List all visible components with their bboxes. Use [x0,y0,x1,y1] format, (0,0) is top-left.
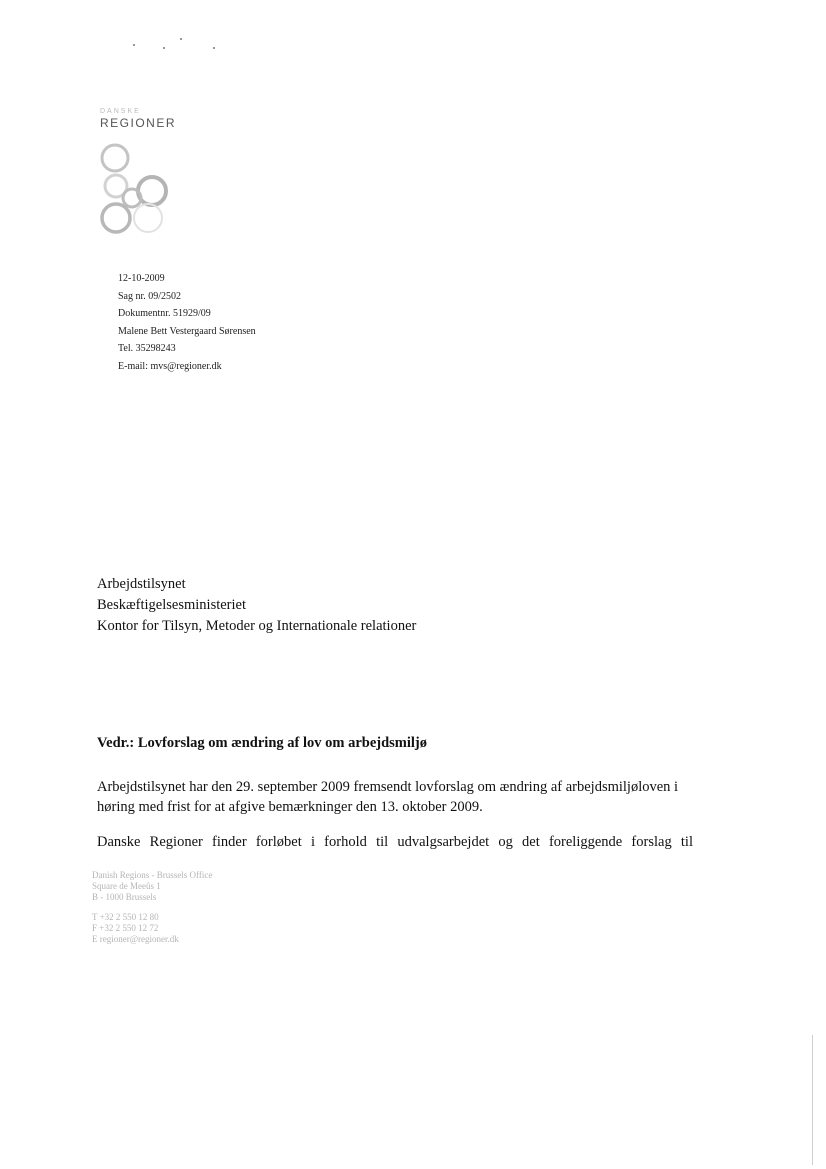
letter-date: 12-10-2009 [118,273,165,284]
case-number: Sag nr. 09/2502 [118,290,182,302]
danske-regioner-logo [100,108,180,130]
recipient-line: Kontor for Tilsyn, Metoder og Internationale relationer [97,618,417,634]
footer-email: E regioner@regioner.dk [92,934,179,945]
letter-subject: Vedr.: Lovforslag om ændring af lov om arbejdsmiljø [97,735,428,751]
recipient-line: Beskæftigelsesministeriet [97,597,247,613]
letter-meta [118,270,256,376]
scan-edge-line [812,1035,813,1165]
body-paragraph: Arbejdstilsynet har den 29. september 2009 fremsendt lovforslag om ændring af arbejdsmiljøloven i høring med frist for at afgive bemærkninger den 13. oktober 2009. [97,779,679,815]
logo-name: REGIONER [100,116,177,130]
footer-street: Square de Meeûs 1 [92,881,161,892]
recipient-line: Arbejdstilsynet [97,576,186,592]
scan-speck [213,47,215,49]
footer-city: B - 1000 Brussels [92,892,157,903]
logo-circles-icon [100,140,172,240]
scan-speck [163,47,165,49]
contact-phone: Tel. 35298243 [118,343,176,355]
scan-speck [133,44,135,46]
footer-spacer [92,904,212,912]
footer-tel: T +32 2 550 12 80 [92,911,159,922]
body-paragraph: Danske Regioner finder forløbet i forhold til udvalgsarbejdet og det foreliggende forslag til [97,834,693,850]
contact-email: E-mail: mvs@regioner.dk [118,360,222,372]
footer-fax: F +32 2 550 12 72 [92,922,159,933]
footer-office: Danish Regions - Brussels Office [92,870,213,880]
document-number: Dokumentnr. 51929/09 [118,308,211,320]
recipient-address [97,574,416,637]
scan-speck [180,38,182,40]
contact-name: Malene Bett Vestergaard Sørensen [118,325,256,337]
footer-address [92,870,212,945]
logo-small-text: DANSKE [100,108,141,115]
